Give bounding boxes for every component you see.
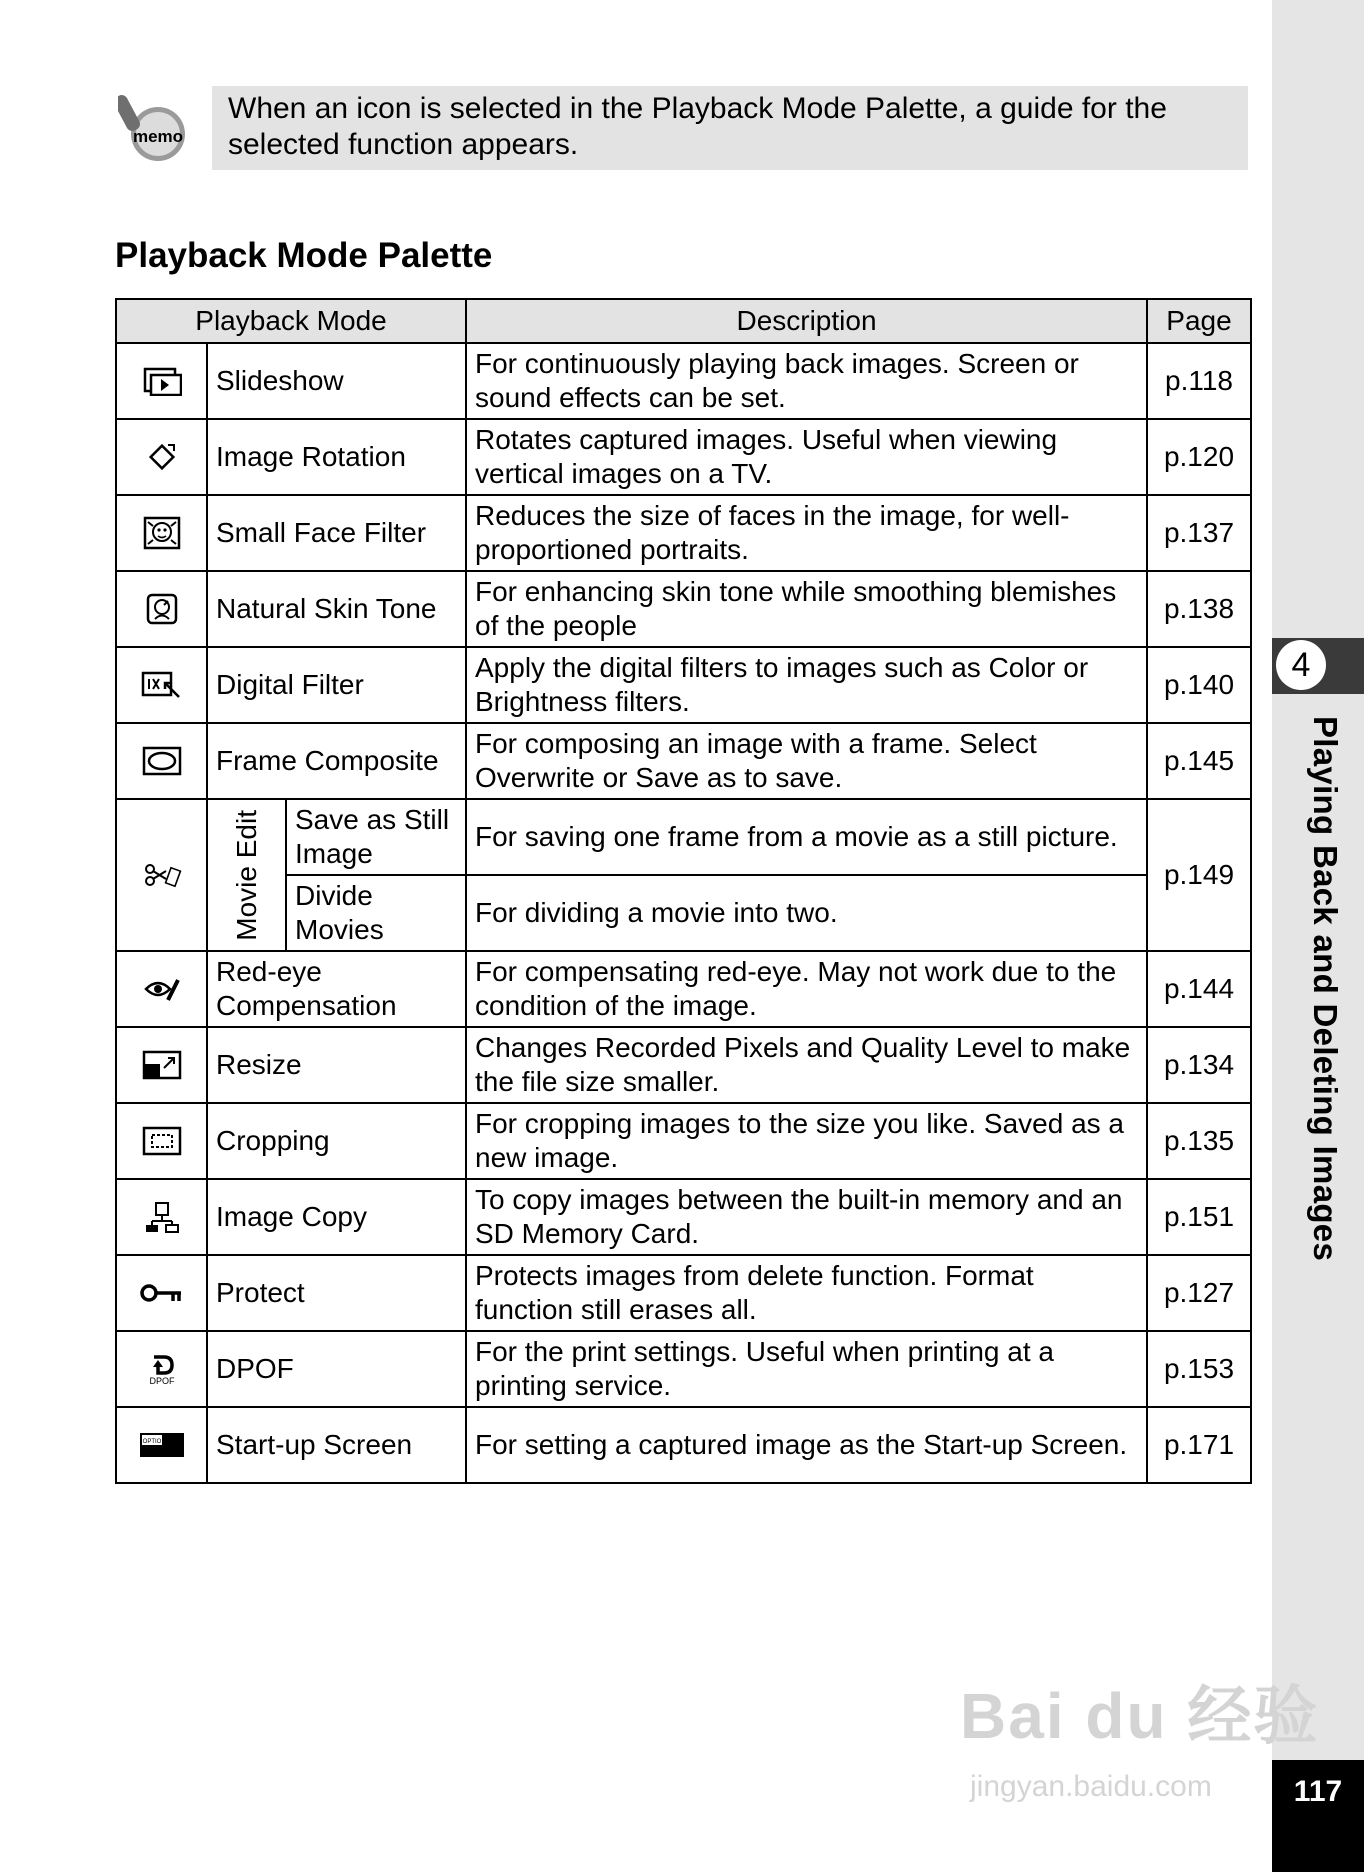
red-eye-icon: [116, 951, 207, 1027]
mode-description: Apply the digital filters to images such as Color or Brightness filters.: [466, 647, 1147, 723]
protect-icon: [116, 1255, 207, 1331]
page-ref: p.145: [1147, 723, 1251, 799]
natural-skin-tone-icon: [116, 571, 207, 647]
mode-name: Slideshow: [207, 343, 466, 419]
mode-name: Save as Still Image: [286, 799, 466, 875]
table-row: [116, 875, 1251, 951]
page-ref: p.138: [1147, 571, 1251, 647]
mode-name: Cropping: [207, 1103, 466, 1179]
mode-name: Protect: [207, 1255, 466, 1331]
page-number: 117: [1272, 1760, 1364, 1872]
mode-description: For setting a captured image as the Start-up Screen.: [466, 1407, 1147, 1483]
mode-description: Reduces the size of faces in the image, for well-proportioned portraits.: [466, 495, 1147, 571]
movie-edit-label-cell: [207, 799, 286, 951]
frame-composite-icon: [116, 723, 207, 799]
mode-name: Resize: [207, 1027, 466, 1103]
watermark-logo: Bai du 经验: [960, 1680, 1320, 1752]
mode-name: Small Face Filter: [207, 495, 466, 571]
svg-text:OPTIO: OPTIO: [142, 1439, 161, 1445]
table-row: [116, 343, 1251, 419]
page-ref: p.120: [1147, 419, 1251, 495]
mode-description: For continuously playing back images. Screen or sound effects can be set.: [466, 343, 1147, 419]
table-row: [116, 647, 1251, 723]
header-page: Page: [1147, 299, 1251, 343]
header-description: Description: [466, 299, 1147, 343]
svg-text:DPOF: DPOF: [148, 1376, 175, 1386]
svg-text:memo: memo: [132, 127, 184, 146]
mode-name: Frame Composite: [207, 723, 466, 799]
memo-note: When an icon is selected in the Playback Mode Palette, a guide for the selected function appears.: [212, 86, 1248, 170]
table-row: [116, 799, 1251, 875]
image-copy-icon: [116, 1179, 207, 1255]
page-ref: p.151: [1147, 1179, 1251, 1255]
chapter-number: 4: [1276, 640, 1326, 690]
page-ref: p.137: [1147, 495, 1251, 571]
movie-edit-label: Movie Edit: [230, 809, 262, 941]
mode-name: Divide Movies: [286, 875, 466, 951]
mode-description: For dividing a movie into two.: [466, 875, 1147, 951]
startup-screen-icon: [116, 1407, 207, 1483]
table-row: [116, 571, 1251, 647]
page-ref: p.153: [1147, 1331, 1251, 1407]
page-ref: p.127: [1147, 1255, 1251, 1331]
mode-description: For compensating red-eye. May not work due to the condition of the image.: [466, 951, 1147, 1027]
mode-name: Red-eye Compensation: [207, 951, 466, 1027]
mode-description: For cropping images to the size you like. Saved as a new image.: [466, 1103, 1147, 1179]
mode-description: For the print settings. Useful when printing at a printing service.: [466, 1331, 1147, 1407]
table-row: [116, 1331, 1251, 1407]
table-row: [116, 1255, 1251, 1331]
dpof-icon: [116, 1331, 207, 1407]
digital-filter-icon: [116, 647, 207, 723]
page-ref: p.134: [1147, 1027, 1251, 1103]
table-header-row: [116, 299, 1251, 343]
mode-description: Changes Recorded Pixels and Quality Level to make the file size smaller.: [466, 1027, 1147, 1103]
table-row: [116, 723, 1251, 799]
page-ref: p.144: [1147, 951, 1251, 1027]
table-row: [116, 419, 1251, 495]
mode-description: For composing an image with a frame. Select Overwrite or Save as to save.: [466, 723, 1147, 799]
small-face-filter-icon: [116, 495, 207, 571]
movie-edit-icon: [116, 799, 207, 951]
page-ref: p.140: [1147, 647, 1251, 723]
section-title: Playback Mode Palette: [115, 236, 493, 275]
resize-icon: [116, 1027, 207, 1103]
mode-name: Start-up Screen: [207, 1407, 466, 1483]
mode-name: Image Rotation: [207, 419, 466, 495]
playback-mode-table: [115, 298, 1252, 1484]
watermark-url: jingyan.baidu.com: [970, 1770, 1212, 1803]
table-row: [116, 495, 1251, 571]
chapter-title: Playing Back and Deleting Images: [1307, 716, 1344, 1262]
mode-name: Natural Skin Tone: [207, 571, 466, 647]
table-row: [116, 951, 1251, 1027]
header-playback-mode: Playback Mode: [116, 299, 466, 343]
mode-name: DPOF: [207, 1331, 466, 1407]
memo-icon: [118, 92, 192, 166]
table-row: [116, 1179, 1251, 1255]
mode-description: For enhancing skin tone while smoothing blemishes of the people: [466, 571, 1147, 647]
mode-name: Digital Filter: [207, 647, 466, 723]
mode-description: Protects images from delete function. Format function still erases all.: [466, 1255, 1147, 1331]
cropping-icon: [116, 1103, 207, 1179]
table-row: [116, 1027, 1251, 1103]
page-ref: p.171: [1147, 1407, 1251, 1483]
mode-name: Image Copy: [207, 1179, 466, 1255]
mode-description: To copy images between the built-in memory and an SD Memory Card.: [466, 1179, 1147, 1255]
table-row: [116, 1407, 1251, 1483]
page-ref: p.118: [1147, 343, 1251, 419]
table-row: [116, 1103, 1251, 1179]
slideshow-icon: [116, 343, 207, 419]
image-rotation-icon: [116, 419, 207, 495]
page-ref: p.149: [1147, 799, 1251, 951]
mode-description: For saving one frame from a movie as a still picture.: [466, 799, 1147, 875]
mode-description: Rotates captured images. Useful when viewing vertical images on a TV.: [466, 419, 1147, 495]
page-ref: p.135: [1147, 1103, 1251, 1179]
